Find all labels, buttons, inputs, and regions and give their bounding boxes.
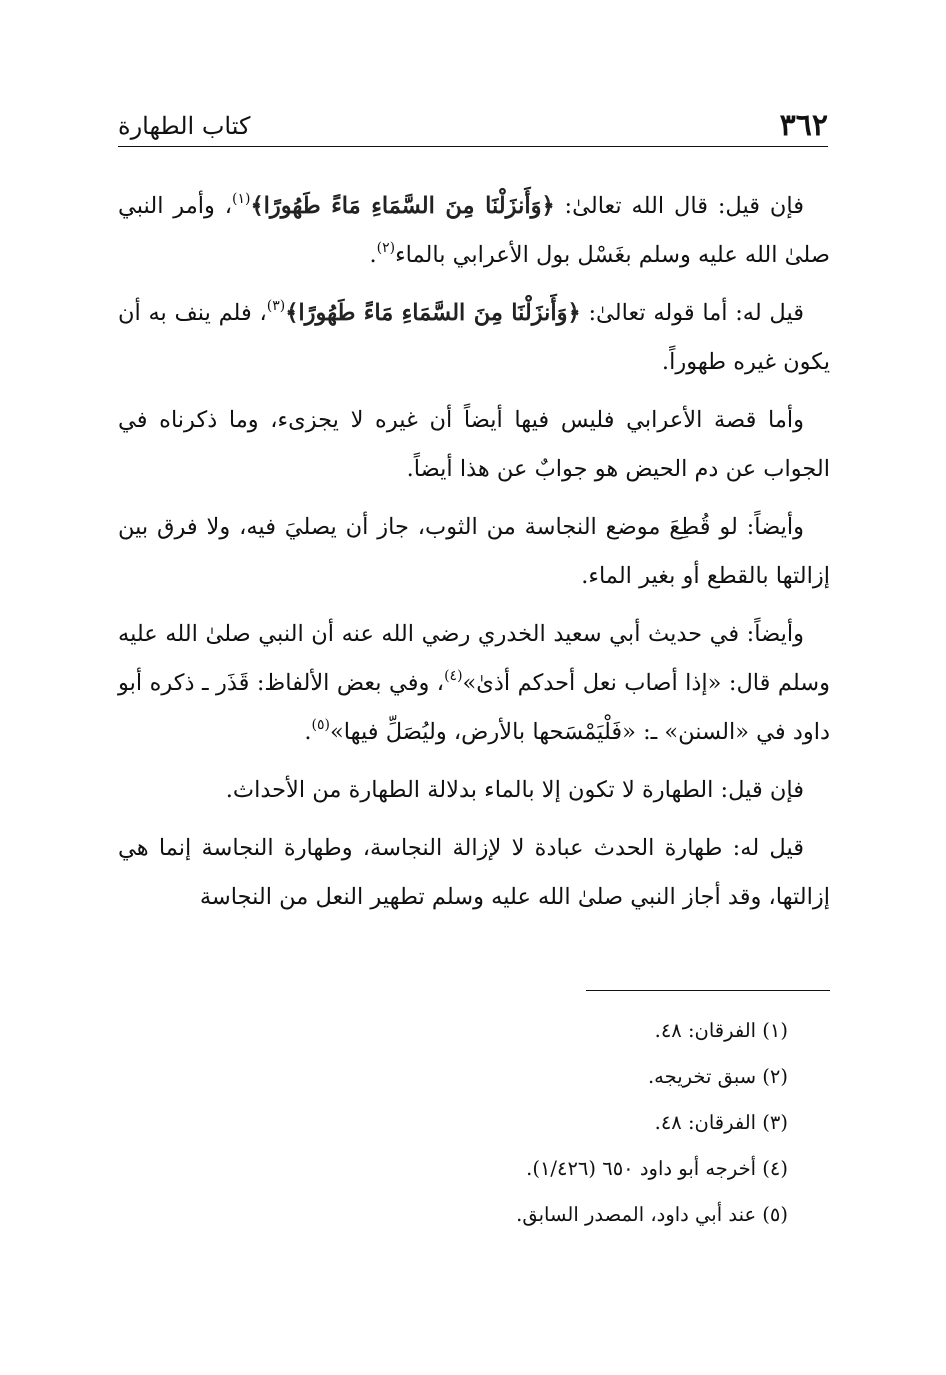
footnote-ref: (١) <box>232 191 251 207</box>
paragraph-text: ، وفي بعض الألفاظ: قَذَر ـ ذكره أبو داود في «السنن» ـ: «فَلْيَمْسَحها بالأرض، وليُصَلِّ فيها» <box>118 670 830 745</box>
footnote-ref: (٢) <box>376 240 396 256</box>
footnote-3: (٣) الفرقان: ٤٨. <box>654 1111 788 1134</box>
footnote-ref: (٣) <box>266 298 286 314</box>
paragraph-text: قيل له: أما قوله تعالىٰ: <box>580 300 805 326</box>
paragraph-text: ، وأمر النبي صلىٰ الله عليه وسلم بغَسْل بول الأعرابي بالماء <box>118 193 830 268</box>
footnote-ref: (٥) <box>311 717 330 733</box>
footnote-2: (٢) سبق تخريجه. <box>647 1065 788 1088</box>
paragraph-3: وأما قصة الأعرابي فليس فيها أيضاً أن غيره لا يجزىء، وما ذكرناه في الجواب عن دم الحيض هو جوابٌ عن هذا أيضاً. <box>118 407 830 482</box>
paragraph-text: . <box>369 242 377 268</box>
footnote-1: (١) الفرقان: ٤٨. <box>654 1019 788 1042</box>
paragraph-2 <box>118 289 830 387</box>
footnote-ref: (٤) <box>444 668 463 684</box>
main-text <box>118 182 830 931</box>
footnote-4: (٤) أخرجه أبو داود ٦٥٠ (١/٤٢٦). <box>526 1157 788 1180</box>
paragraph-text: فإن قيل: قال الله تعالىٰ: <box>554 193 804 219</box>
running-title: كتاب الطهارة <box>118 112 251 140</box>
paragraph-text: ، فلم ينف به أن يكون غيره طهوراً. <box>118 300 830 375</box>
page-header <box>118 106 828 146</box>
paragraph-text: . <box>304 719 312 745</box>
page-number: ٣٦٢ <box>779 108 828 143</box>
quran-verse: ﴿وَأَنزَلْنَا مِنَ السَّمَاءِ مَاءً طَهُورًا﴾ <box>285 300 581 326</box>
paragraph-6: فإن قيل: الطهارة لا تكون إلا بالماء بدلالة الطهارة من الأحداث. <box>225 777 804 803</box>
header-divider <box>118 146 828 147</box>
paragraph-text: وأيضاً: في حديث أبي سعيد الخدري رضي الله عنه أن النبي صلىٰ الله عليه وسلم قال: «إذا أصاب نعل أحدكم أذىٰ» <box>118 621 830 696</box>
paragraph-5 <box>118 610 830 757</box>
paragraph-7: قيل له: طهارة الحدث عبادة لا لإزالة النجاسة، وطهارة النجاسة إنما هي إزالتها، وقد أجاز النبي صلىٰ الله عليه وسلم تطهير النعل من النجاسة <box>118 835 830 910</box>
paragraph-1 <box>118 182 830 280</box>
quran-verse: ﴿وَأَنزَلْنَا مِنَ السَّمَاءِ مَاءً طَهُورًا﴾ <box>250 193 555 219</box>
footnotes <box>148 1008 788 1238</box>
footnote-divider <box>586 990 830 991</box>
footnote-5: (٥) عند أبي داود، المصدر السابق. <box>516 1203 788 1226</box>
paragraph-4: وأيضاً: لو قُطِعَ موضع النجاسة من الثوب، جاز أن يصليَ فيه، ولا فرق بين إزالتها بالقطع أو بغير الماء. <box>118 514 830 589</box>
